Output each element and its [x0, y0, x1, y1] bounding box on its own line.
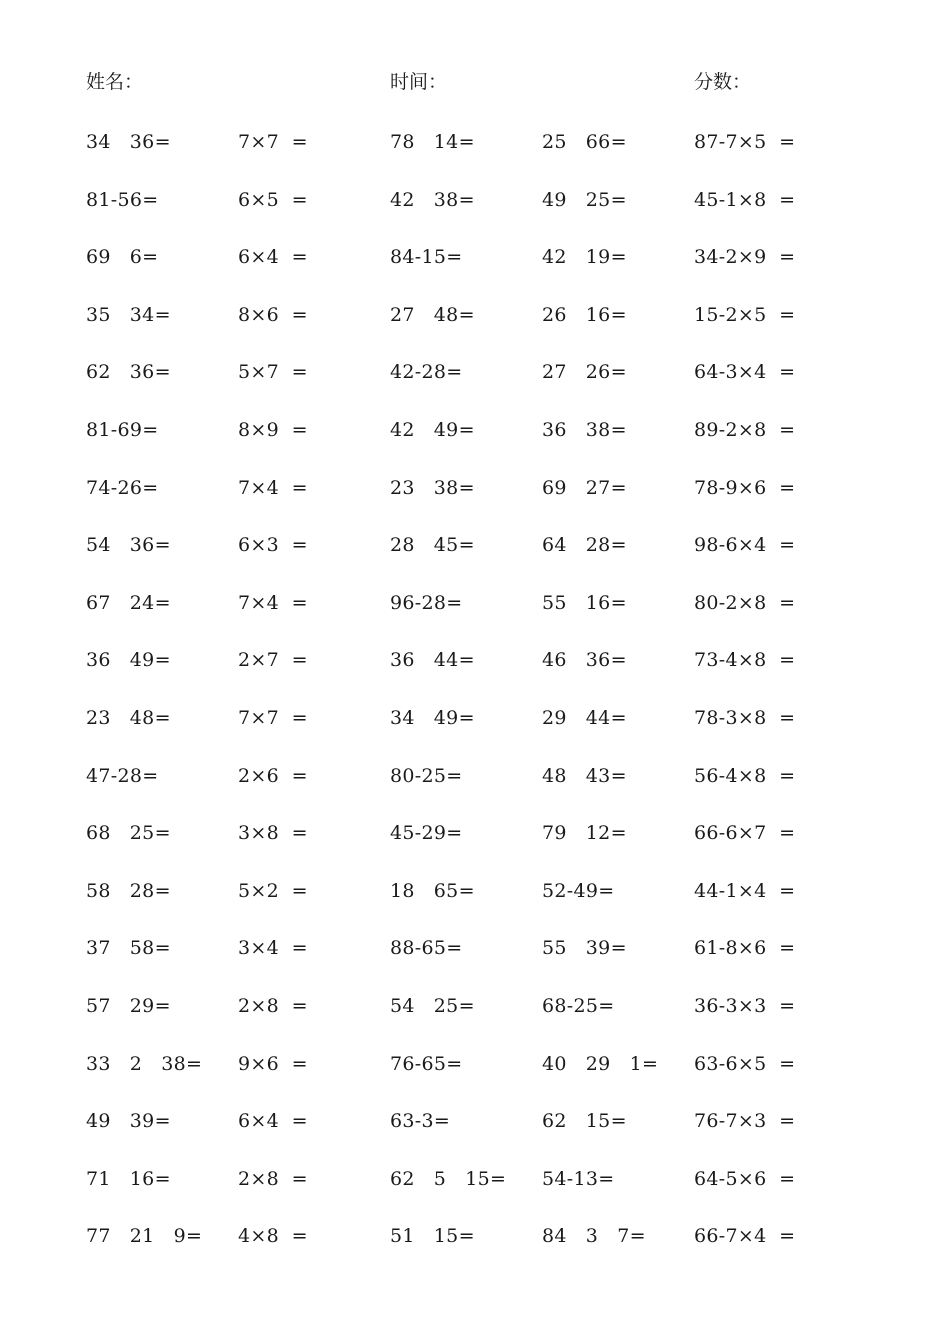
math-problem: 5×2 = [238, 879, 308, 902]
math-problem: 27 26= [542, 361, 627, 384]
math-problem: 69 6= [86, 246, 159, 269]
math-problem: 89-2×8 = [694, 418, 796, 441]
math-problem: 71 16= [86, 1167, 171, 1190]
math-problem: 26 16= [542, 303, 627, 326]
problem-row [0, 1220, 950, 1278]
math-problem: 62 36= [86, 361, 171, 384]
math-problem: 67 24= [86, 591, 171, 614]
math-problem: 7×4 = [238, 591, 308, 614]
math-problem: 4×8 = [238, 1225, 308, 1248]
math-problem: 2×8 = [238, 1167, 308, 1190]
math-problem: 45-1×8 = [694, 188, 796, 211]
math-problem: 48 43= [542, 764, 627, 787]
math-problem: 42-28= [390, 361, 463, 384]
problem-row [0, 1163, 950, 1221]
math-problem: 73-4×8 = [694, 649, 796, 672]
time-label: 时间： [390, 71, 448, 93]
math-problem: 88-65= [390, 937, 463, 960]
math-problem: 69 27= [542, 476, 627, 499]
problem-row [0, 990, 950, 1048]
math-problem: 66-6×7 = [694, 822, 796, 845]
worksheet-header [0, 68, 950, 96]
problem-row [0, 702, 950, 760]
math-problem: 23 38= [390, 476, 475, 499]
math-problem: 54 36= [86, 534, 171, 557]
math-problem: 68-25= [542, 994, 615, 1017]
math-problem: 98-6×4 = [694, 534, 796, 557]
math-problem: 47-28= [86, 764, 159, 787]
problem-row [0, 587, 950, 645]
math-problem: 64-3×4 = [694, 361, 796, 384]
math-problem: 2×6 = [238, 764, 308, 787]
problem-row [0, 1048, 950, 1106]
math-problem: 76-65= [390, 1052, 463, 1075]
math-problem: 76-7×3 = [694, 1110, 796, 1133]
problem-row [0, 932, 950, 990]
math-problem: 96-28= [390, 591, 463, 614]
problem-row [0, 356, 950, 414]
problem-row [0, 299, 950, 357]
math-problem: 61-8×6 = [694, 937, 796, 960]
problem-row [0, 529, 950, 587]
math-problem: 54-13= [542, 1167, 615, 1190]
math-problem: 6×5 = [238, 188, 308, 211]
math-problem: 56-4×8 = [694, 764, 796, 787]
math-problem: 46 36= [542, 649, 627, 672]
math-problem: 74-26= [86, 476, 159, 499]
math-problem: 84-15= [390, 246, 463, 269]
math-problem: 2×7 = [238, 649, 308, 672]
math-problem: 42 49= [390, 418, 475, 441]
math-problem: 80-2×8 = [694, 591, 796, 614]
math-problem: 7×4 = [238, 476, 308, 499]
math-problem: 33 2 38= [86, 1052, 203, 1075]
math-problem: 36 38= [542, 418, 627, 441]
math-problem: 77 21 9= [86, 1225, 203, 1248]
problem-row [0, 817, 950, 875]
math-problem: 87-7×5 = [694, 131, 796, 153]
math-problem: 6×4 = [238, 1110, 308, 1133]
math-problem: 9×6 = [238, 1052, 308, 1075]
math-problem: 49 39= [86, 1110, 171, 1133]
math-problem: 84 3 7= [542, 1225, 646, 1248]
math-problem: 78-9×6 = [694, 476, 796, 499]
problem-row [0, 472, 950, 530]
math-problem: 62 5 15= [390, 1167, 507, 1190]
math-problem: 81-56= [86, 188, 159, 211]
problem-grid [0, 126, 950, 1278]
problem-row [0, 126, 950, 184]
math-problem: 8×9 = [238, 418, 308, 441]
math-problem: 68 25= [86, 822, 171, 845]
math-problem: 2×8 = [238, 994, 308, 1017]
math-problem: 42 19= [542, 246, 627, 269]
math-problem: 34 49= [390, 706, 475, 729]
math-problem: 6×3 = [238, 534, 308, 557]
problem-row [0, 241, 950, 299]
math-problem: 64 28= [542, 534, 627, 557]
math-problem: 58 28= [86, 879, 171, 902]
math-problem: 63-3= [390, 1110, 451, 1133]
problem-row [0, 184, 950, 242]
math-problem: 63-6×5 = [694, 1052, 796, 1075]
math-problem: 27 48= [390, 303, 475, 326]
math-problem: 81-69= [86, 418, 159, 441]
math-problem: 54 25= [390, 994, 475, 1017]
math-problem: 15-2×5 = [694, 303, 796, 326]
math-problem: 45-29= [390, 822, 463, 845]
math-problem: 37 58= [86, 937, 171, 960]
math-problem: 36 49= [86, 649, 171, 672]
problem-row [0, 875, 950, 933]
score-label: 分数： [694, 71, 752, 93]
math-problem: 23 48= [86, 706, 171, 729]
math-problem: 51 15= [390, 1225, 475, 1248]
math-problem: 64-5×6 = [694, 1167, 796, 1190]
math-problem: 78 14= [390, 131, 475, 153]
problem-row [0, 644, 950, 702]
math-problem: 52-49= [542, 879, 615, 902]
math-problem: 29 44= [542, 706, 627, 729]
math-problem: 44-1×4 = [694, 879, 796, 902]
problem-row [0, 760, 950, 818]
math-problem: 7×7 = [238, 706, 308, 729]
math-problem: 18 65= [390, 879, 475, 902]
problem-row [0, 414, 950, 472]
math-problem: 36 44= [390, 649, 475, 672]
math-problem: 35 34= [86, 303, 171, 326]
math-problem: 79 12= [542, 822, 627, 845]
problem-row [0, 1105, 950, 1163]
math-problem: 62 15= [542, 1110, 627, 1133]
math-problem: 55 39= [542, 937, 627, 960]
math-problem: 8×6 = [238, 303, 308, 326]
math-problem: 36-3×3 = [694, 994, 796, 1017]
math-problem: 25 66= [542, 131, 627, 153]
math-problem: 6×4 = [238, 246, 308, 269]
math-problem: 5×7 = [238, 361, 308, 384]
math-problem: 3×4 = [238, 937, 308, 960]
math-problem: 49 25= [542, 188, 627, 211]
math-problem: 28 45= [390, 534, 475, 557]
math-problem: 40 29 1= [542, 1052, 659, 1075]
math-problem: 78-3×8 = [694, 706, 796, 729]
math-problem: 55 16= [542, 591, 627, 614]
math-problem: 66-7×4 = [694, 1225, 796, 1248]
math-problem: 34-2×9 = [694, 246, 796, 269]
math-problem: 7×7 = [238, 131, 308, 153]
name-label: 姓名： [86, 71, 144, 93]
math-problem: 57 29= [86, 994, 171, 1017]
math-problem: 80-25= [390, 764, 463, 787]
math-problem: 3×8 = [238, 822, 308, 845]
math-problem: 42 38= [390, 188, 475, 211]
math-problem: 34 36= [86, 131, 171, 153]
